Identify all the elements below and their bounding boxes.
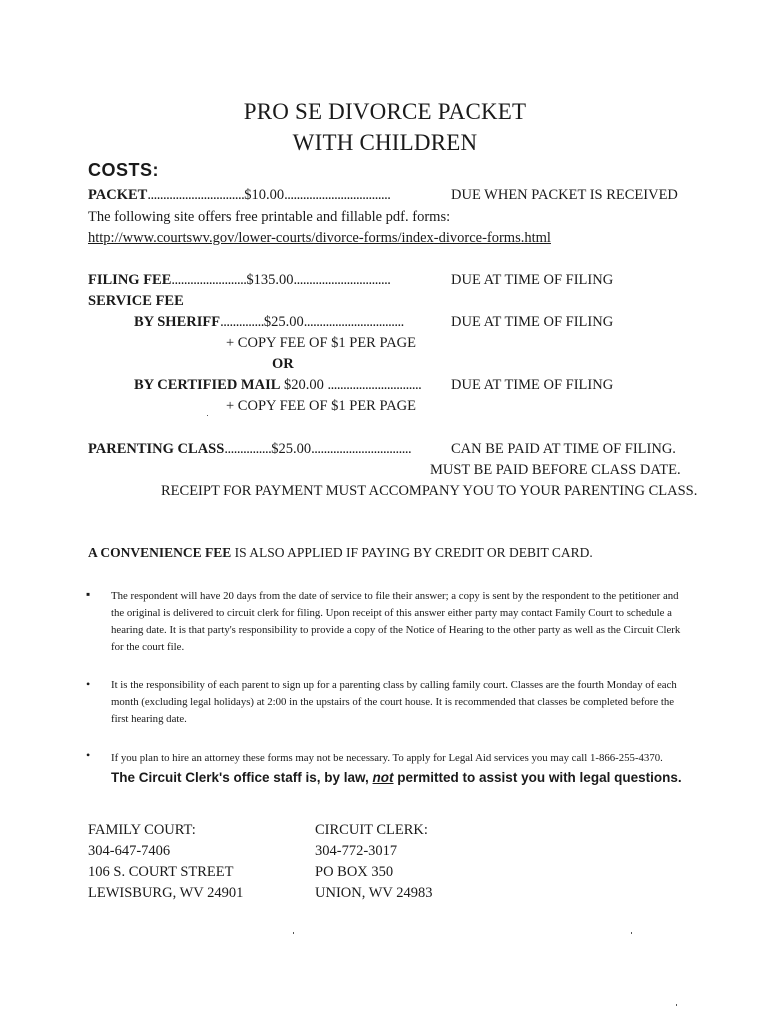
family-court-street: 106 S. COURT STREET <box>88 864 234 880</box>
parenting-note-2: MUST BE PAID BEFORE CLASS DATE. <box>430 462 681 478</box>
packet-trail: .................................. <box>284 187 391 203</box>
filing-fee-leader: ........................ <box>171 272 247 288</box>
convenience-fee-line <box>88 545 593 561</box>
certified-trail: .............................. <box>327 377 422 393</box>
bullet-marker-1: ▪ <box>86 587 91 601</box>
scan-speck <box>207 415 208 416</box>
sheriff-trail: ................................ <box>303 314 404 330</box>
convenience-fee-bold: A CONVENIENCE FEE <box>88 545 232 560</box>
circuit-clerk-city: UNION, WV 24983 <box>315 885 433 901</box>
circuit-clerk-phone: 304-772-3017 <box>315 843 398 859</box>
convenience-fee-text: IS ALSO APPLIED IF PAYING BY CREDIT OR DEBIT CARD. <box>231 545 593 560</box>
site-text: The following site offers free printable and fillable pdf. forms: <box>88 209 451 225</box>
bullet-paragraph-1: The respondent will have 20 days from the date of service to file their answer; a copy is sent by the respondent to the petitioner and the original is delivered to circuit clerk for filing. Upon receipt of this answer either party may contact Family Court to schedule a hearing date. It is that party's responsibility to provide a copy of the Notice of Hearing to the other party as well as the Circuit Clerk for the court file. <box>111 590 681 653</box>
scan-speck <box>293 932 294 934</box>
certified-amount: $20.00 <box>284 377 324 393</box>
scan-speck <box>676 1004 677 1006</box>
packet-leader: ............................... <box>147 187 245 203</box>
family-court-city: LEWISBURG, WV 24901 <box>88 885 244 901</box>
sheriff-leader: .............. <box>220 314 264 330</box>
scan-speck <box>631 932 632 934</box>
circuit-clerk-street: PO BOX 350 <box>315 864 394 880</box>
filing-fee-trail: ............................... <box>293 272 391 288</box>
parenting-note-3: RECEIPT FOR PAYMENT MUST ACCOMPANY YOU TO YOUR PARENTING CLASS. <box>161 483 698 499</box>
bullet-paragraph-2: It is the responsibility of each parent to sign up for a parenting class by calling family court. Classes are the fourth Monday of each month (excluding legal holidays) at 2:00 in the upstairs of the court house. It is recommended that classes be completed before the first hearing date. <box>111 679 677 725</box>
parenting-class-leader: ............... <box>224 441 272 457</box>
title-line-1: PRO SE DIVORCE PACKET <box>243 99 527 124</box>
parenting-class-amount: $25.00 <box>271 441 312 457</box>
parenting-class-label: PARENTING CLASS <box>88 441 225 457</box>
packet-note: DUE WHEN PACKET IS RECEIVED <box>451 187 678 203</box>
bullet-3-text: If you plan to hire an attorney these forms may not be necessary. To apply for Legal Aid services you may call 1-866-255-4370. <box>111 752 663 764</box>
parenting-class-trail: ................................ <box>311 441 412 457</box>
certified-note: DUE AT TIME OF FILING <box>451 377 614 393</box>
or-text: OR <box>272 356 294 372</box>
packet-line <box>88 187 390 204</box>
circuit-clerk-address <box>315 820 432 904</box>
sheriff-line <box>134 314 404 331</box>
packet-label: PACKET <box>88 187 148 203</box>
filing-fee-note: DUE AT TIME OF FILING <box>451 272 614 288</box>
bullet-3-bold-2: permitted to assist you with legal questions. <box>393 770 682 785</box>
family-court-phone: 304-647-7406 <box>88 843 171 859</box>
service-fee-label: SERVICE FEE <box>88 293 184 309</box>
filing-fee-line <box>88 272 390 289</box>
sheriff-label: BY SHERIFF <box>134 314 221 330</box>
bullet-paragraph-3 <box>111 748 686 789</box>
certified-line <box>134 377 421 394</box>
filing-fee-label: FILING FEE <box>88 272 172 288</box>
parenting-note-1: CAN BE PAID AT TIME OF FILING. <box>451 441 676 457</box>
family-court-heading: FAMILY COURT: <box>88 822 196 838</box>
bullet-3-bold-1: The Circuit Clerk's office staff is, by law, <box>111 770 373 785</box>
filing-fee-amount: $135.00 <box>246 272 294 288</box>
sheriff-note: DUE AT TIME OF FILING <box>451 314 614 330</box>
sheriff-copy-fee: + COPY FEE OF $1 PER PAGE <box>226 335 417 351</box>
packet-amount: $10.00 <box>244 187 285 203</box>
title-line-2: WITH CHILDREN <box>292 130 478 155</box>
bullet-marker-2: • <box>86 677 91 691</box>
sheriff-amount: $25.00 <box>263 314 304 330</box>
parenting-class-line <box>88 441 411 458</box>
certified-label: BY CERTIFIED MAIL <box>134 377 281 393</box>
costs-heading: COSTS: <box>88 160 160 180</box>
family-court-address <box>88 820 243 904</box>
bullet-3-not: not <box>372 770 394 785</box>
bullet-marker-3: • <box>86 748 91 762</box>
forms-link[interactable]: http://www.courtswv.gov/lower-courts/divorce-forms/index-divorce-forms.html <box>88 230 551 246</box>
certified-copy-fee: + COPY FEE OF $1 PER PAGE <box>226 398 417 414</box>
circuit-clerk-heading: CIRCUIT CLERK: <box>315 822 428 838</box>
